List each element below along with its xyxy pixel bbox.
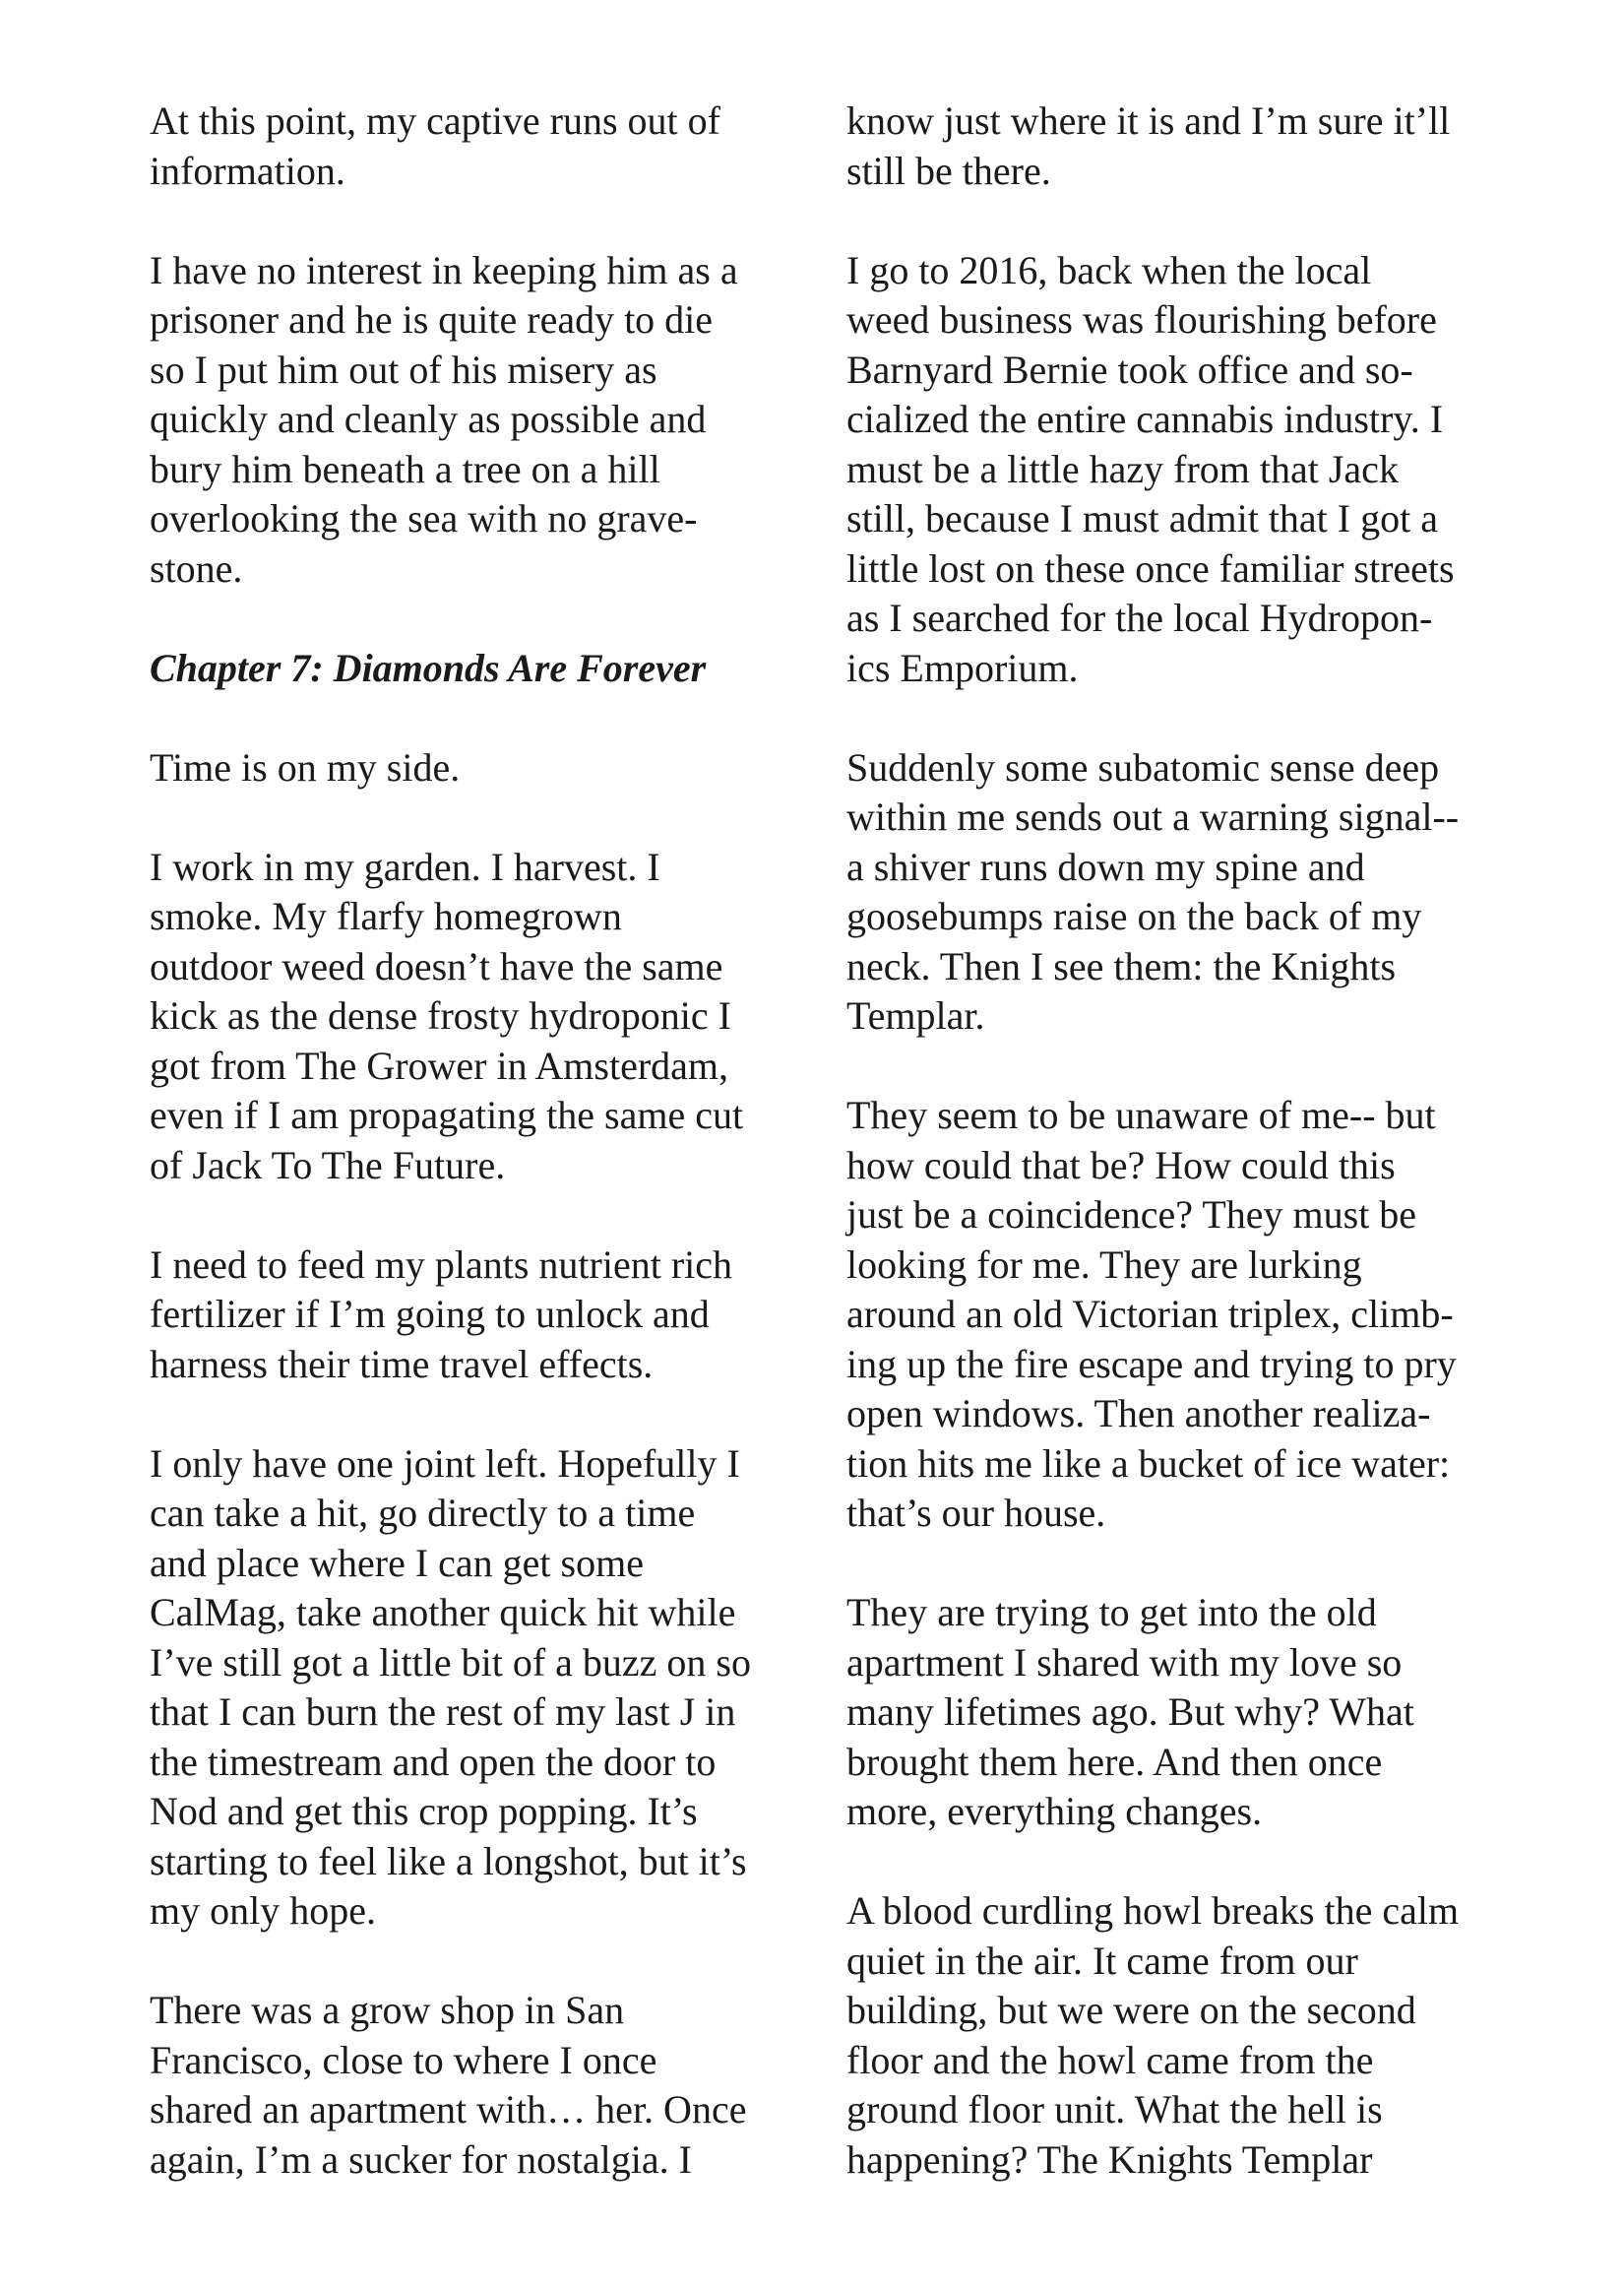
paragraph-old-apartment: They are trying to get into the old apartment I shared with my love so many lifetimes ago. But why? What brought them here. And then once more, everything changes. bbox=[846, 1590, 1414, 1833]
paragraph-captive-info: At this point, my captive runs out of information. bbox=[150, 98, 720, 193]
paragraph-burial: I have no interest in keeping him as a prisoner and he is quite ready to die so I put him out of his misery as quickly and cleanly as possible and bury him beneath a tree on a hill overlooking the sea with no grave- stone. bbox=[150, 247, 738, 591]
paragraph-fertilizer: I need to feed my plants nutrient rich fertilizer if I’m going to unlock and harness their time travel effects. bbox=[150, 1241, 733, 1386]
paragraph-time: Time is on my side. bbox=[150, 744, 461, 790]
paragraph-warning-signal: Suddenly some subatomic sense deep within me sends out a warning signal-- a shiver runs down my spine and goosebumps raise on the back of my neck. Then I see them: the Knights Templar. bbox=[846, 744, 1460, 1038]
paragraph-unaware: They seem to be unaware of me-- but how could that be? How could this just be a coincidence? They must be looking for me. They are lurking around an old Victorian triplex, climb- ing up the fire escape and trying to pry open windows. Then another realiza- tion hits me like a bucket of ice water: that’s our house. bbox=[846, 1093, 1457, 1535]
right-column bbox=[846, 96, 1486, 2235]
paragraph-howl: A blood curdling howl breaks the calm quiet in the air. It came from our building, but we were on the second floor and the howl came from the ground floor unit. What the hell is happening? The Knights Templar bbox=[846, 1888, 1460, 2182]
paragraph-last-joint: I only have one joint left. Hopefully I can take a hit, go directly to a time and place where I can get some CalMag, take another quick hit while I’ve still got a little bit of a buzz on so that I can burn the rest of my last J in the timestream and open the door to Nod and get this crop popping. It’s starting to feel like a longshot, but it’s my only hope. bbox=[150, 1440, 751, 1933]
paragraph-2016: I go to 2016, back when the local weed business was flourishing before Barnyard Bernie took office and so- cialized the entire cannabis industry. I must be a little hazy from that Jack still, because I must admit that I got a little lost on these once familiar streets as I searched for the local Hydropon- ics Emporium. bbox=[846, 247, 1455, 690]
chapter-heading: Chapter 7: Diamonds Are Forever bbox=[150, 645, 707, 690]
paragraph-know-where: know just where it is and I’m sure it’ll still be there. bbox=[846, 98, 1451, 193]
paragraph-grow-shop: There was a grow shop in San Francisco, close to where I once shared an apartment with… her. Once again, I’m a sucker for nostalgia. I bbox=[150, 1988, 747, 2182]
paragraph-garden: I work in my garden. I harvest. I smoke. My flarfy homegrown outdoor weed doesn’t have the same kick as the dense frosty hydroponic I got from The Grower in Amsterdam, even if I am propagating the same cut of Jack To The Future. bbox=[150, 844, 744, 1187]
left-column bbox=[150, 96, 789, 2235]
